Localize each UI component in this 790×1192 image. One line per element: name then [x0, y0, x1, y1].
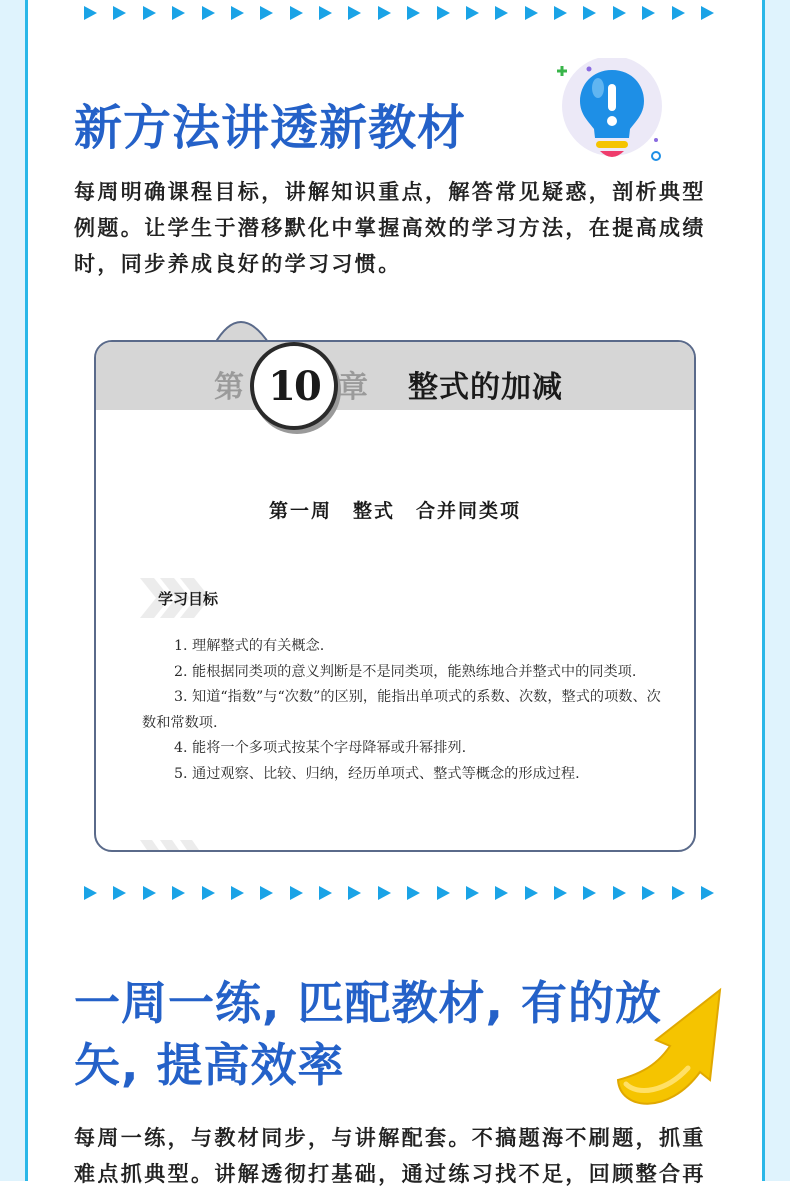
- chevron-right-icon: [140, 840, 210, 852]
- left-border: [0, 0, 28, 1181]
- top-arrow-row: [84, 3, 714, 23]
- chapter-number: 10: [268, 362, 320, 410]
- triangle-arrow-icon: [583, 886, 596, 900]
- triangle-arrow-icon: [672, 886, 685, 900]
- goal-item: 2. 能根据同类项的意义判断是不是同类项，能熟练地合并整式中的同类项.: [174, 663, 637, 680]
- section1-paragraph: 每周明确课程目标，讲解知识重点，解答常见疑惑，剖析典型例题。让学生于潜移默化中掌握高效的学习方法，在提高成绩时，同步养成良好的学习习惯。: [74, 180, 706, 276]
- triangle-arrow-icon: [113, 6, 126, 20]
- triangle-arrow-icon: [84, 886, 97, 900]
- section2-heading: [74, 972, 674, 1096]
- triangle-arrow-icon: [378, 886, 391, 900]
- week-title: 第一周 整式 合并同类项: [268, 500, 521, 522]
- goals-list: [142, 634, 662, 787]
- triangle-arrow-icon: [407, 6, 420, 20]
- triangle-arrow-icon: [348, 6, 361, 20]
- goals-label: 学习目标: [158, 590, 219, 608]
- right-border: [762, 0, 790, 1181]
- section1-heading: 新方法讲透新教材: [74, 100, 467, 156]
- goal-item: 5. 通过观察、比较、归纳，经历单项式、整式等概念的形成过程.: [174, 765, 580, 782]
- triangle-arrow-icon: [495, 6, 508, 20]
- card-tab: [212, 305, 272, 345]
- chapter-band: [96, 342, 694, 410]
- triangle-arrow-icon: [378, 6, 391, 20]
- triangle-arrow-icon: [113, 886, 126, 900]
- section2-heading-line1: 一周一练, 匹配教材, 有的放: [74, 976, 662, 1030]
- triangle-arrow-icon: [583, 6, 596, 20]
- triangle-arrow-icon: [437, 6, 450, 20]
- rising-arrow-icon: [608, 980, 738, 1120]
- triangle-arrow-icon: [231, 6, 244, 20]
- triangle-arrow-icon: [84, 6, 97, 20]
- triangle-arrow-icon: [672, 6, 685, 20]
- lightbulb-icon: [548, 58, 668, 168]
- triangle-arrow-icon: [613, 886, 626, 900]
- triangle-arrow-icon: [319, 886, 332, 900]
- triangle-arrow-icon: [466, 6, 479, 20]
- triangle-arrow-icon: [613, 6, 626, 20]
- triangle-arrow-icon: [348, 886, 361, 900]
- triangle-arrow-icon: [172, 886, 185, 900]
- book-page-sample: [94, 305, 696, 853]
- triangle-arrow-icon: [143, 6, 156, 20]
- triangle-arrow-icon: [437, 886, 450, 900]
- triangle-arrow-icon: [466, 886, 479, 900]
- triangle-arrow-icon: [231, 886, 244, 900]
- triangle-arrow-icon: [319, 6, 332, 20]
- goal-item: 3. 知道“指数”与“次数”的区别，能指出单项式的系数、次数，整式的项数、次数和常数项.: [142, 689, 661, 731]
- book-page-card: [94, 340, 696, 852]
- triangle-arrow-icon: [642, 6, 655, 20]
- triangle-arrow-icon: [172, 6, 185, 20]
- section2-paragraph: 每周一练，与教材同步，与讲解配套。不搞题海不刷题，抓重难点抓典型。讲解透彻打基础，通过练习找不足，回顾整合再: [74, 1126, 706, 1186]
- triangle-arrow-icon: [701, 886, 714, 900]
- chapter-title: 整式的加减: [408, 370, 563, 405]
- triangle-arrow-icon: [260, 6, 273, 20]
- triangle-arrow-icon: [554, 6, 567, 20]
- triangle-arrow-icon: [202, 6, 215, 20]
- triangle-arrow-icon: [525, 886, 538, 900]
- triangle-arrow-icon: [290, 886, 303, 900]
- chapter-number-badge: [250, 342, 338, 430]
- triangle-arrow-icon: [260, 886, 273, 900]
- triangle-arrow-icon: [642, 886, 655, 900]
- triangle-arrow-icon: [407, 886, 420, 900]
- chapter-prefix: 第: [214, 370, 244, 405]
- triangle-arrow-icon: [495, 886, 508, 900]
- goal-item: 4. 能将一个多项式按某个字母降幂或升幂排列.: [174, 740, 467, 756]
- triangle-arrow-icon: [290, 6, 303, 20]
- goal-item: 1. 理解整式的有关概念.: [174, 638, 325, 654]
- section2-heading-line2: 矢, 提高效率: [74, 1038, 345, 1092]
- chapter-suffix: 章: [338, 370, 368, 405]
- middle-arrow-row: [84, 883, 714, 903]
- triangle-arrow-icon: [554, 886, 567, 900]
- triangle-arrow-icon: [143, 886, 156, 900]
- triangle-arrow-icon: [525, 6, 538, 20]
- triangle-arrow-icon: [202, 886, 215, 900]
- triangle-arrow-icon: [701, 6, 714, 20]
